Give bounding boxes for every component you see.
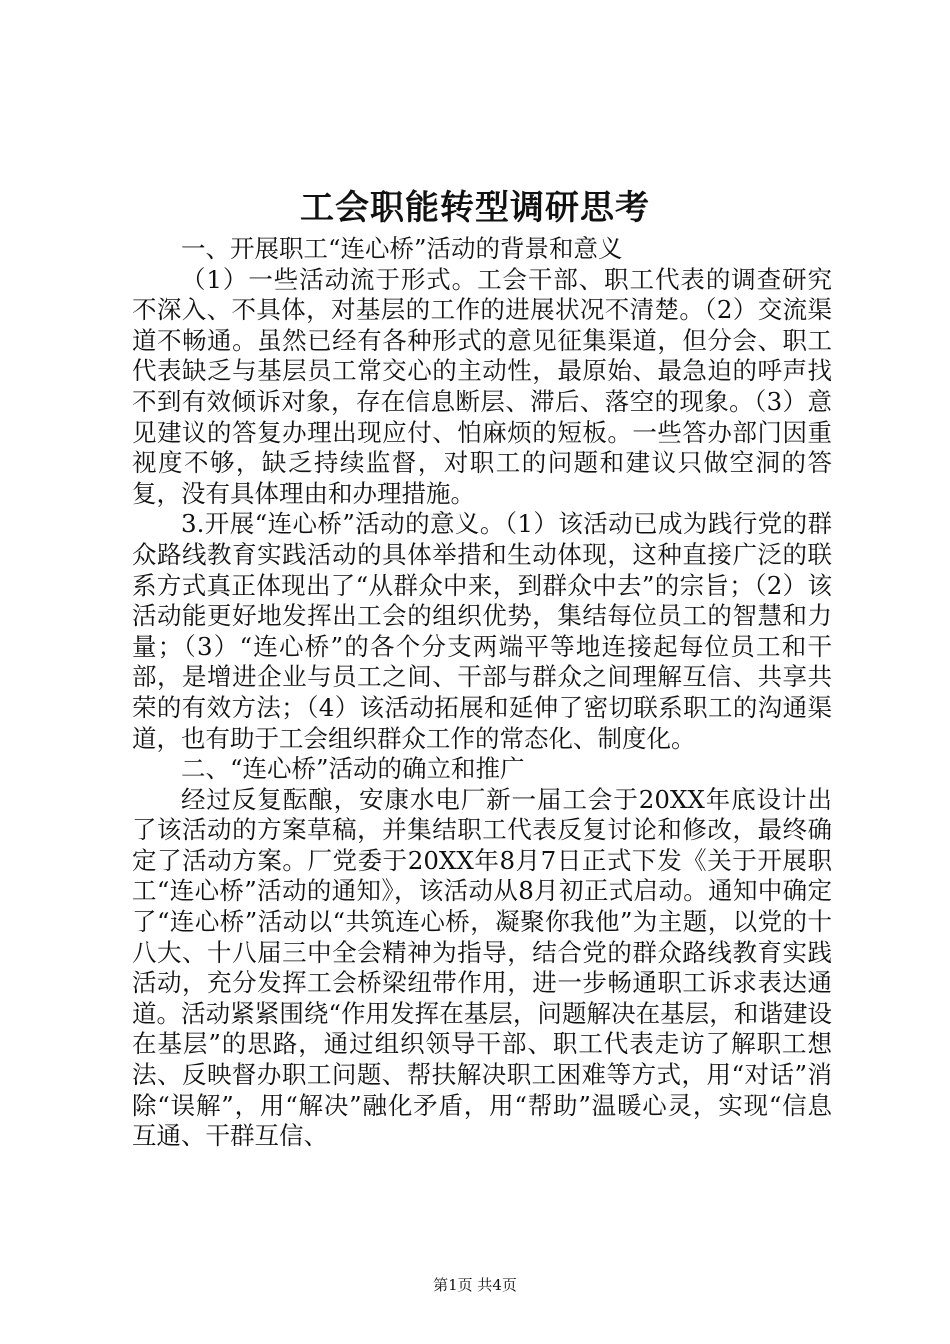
document-body (132, 234, 832, 1152)
document-title: 工会职能转型调研思考 (300, 188, 650, 228)
section-heading-1: 一、开展职工“连心桥”活动的背景和意义 (181, 234, 623, 263)
paragraph-establishment: 经过反复酝酿，安康水电厂新一届工会于20XX年底设计出了该活动的方案草稿，并集结职工代表反复讨论和修改，最终确定了活动方案。厂党委于20XX年8月7日正式下发《关于开展职工“连心桥”活动的通知》，该活动从8月初正式启动。通知中确定了“连心桥”活动以“共筑连心桥，凝聚你我他”为主题，以党的十八大、十八届三中全会精神为指导，结合党的群众路线教育实践活动，充分发挥工会桥梁纽带作用，进一步畅通职工诉求表达通道。活动紧紧围绕“作用发挥在基层，问题解决在基层，和谐建设在基层”的思路，通过组织领导干部、职工代表走访了解职工想法、反映督办职工问题、帮扶解决职工困难等方式，用“对话”消除“误解”，用“解决”融化矛盾，用“帮助”温暖心灵，实现“信息互通、干群互信、 (132, 784, 832, 1151)
paragraph-significance: 3.开展“连心桥”活动的意义。（1）该活动已成为践行党的群众路线教育实践活动的具体举措和生动体现，这种直接广泛的联系方式真正体现出了“从群众中来，到群众中去”的宗旨；（2）该活动能更好地发挥出工会的组织优势，集结每位员工的智慧和力量；（3）“连心桥”的各个分支两端平等地连接起每位员工和干部，是增进企业与员工之间、干部与群众之间理解互信、共享共荣的有效方法；（4）该活动拓展和延伸了密切联系职工的沟通渠道，也有助于工会组织群众工作的常态化、制度化。 (132, 509, 832, 753)
page-footer: 第1页 共4页 (433, 1276, 517, 1294)
paragraph-problems: （1）一些活动流于形式。工会干部、职工代表的调查研究不深入、不具体，对基层的工作的进展状况不清楚。（2）交流渠道不畅通。虽然已经有各种形式的意见征集渠道，但分会、职工代表缺乏与基层员工常交心的主动性，最原始、最急迫的呼声找不到有效倾诉对象，存在信息断层、滞后、落空的现象。（3）意见建议的答复办理出现应付、怕麻烦的短板。一些答办部门因重视度不够，缺乏持续监督，对职工的问题和建议只做空洞的答复，没有具体理由和办理措施。 (132, 264, 832, 508)
section-heading-2: 二、“连心桥”活动的确立和推广 (181, 754, 525, 784)
